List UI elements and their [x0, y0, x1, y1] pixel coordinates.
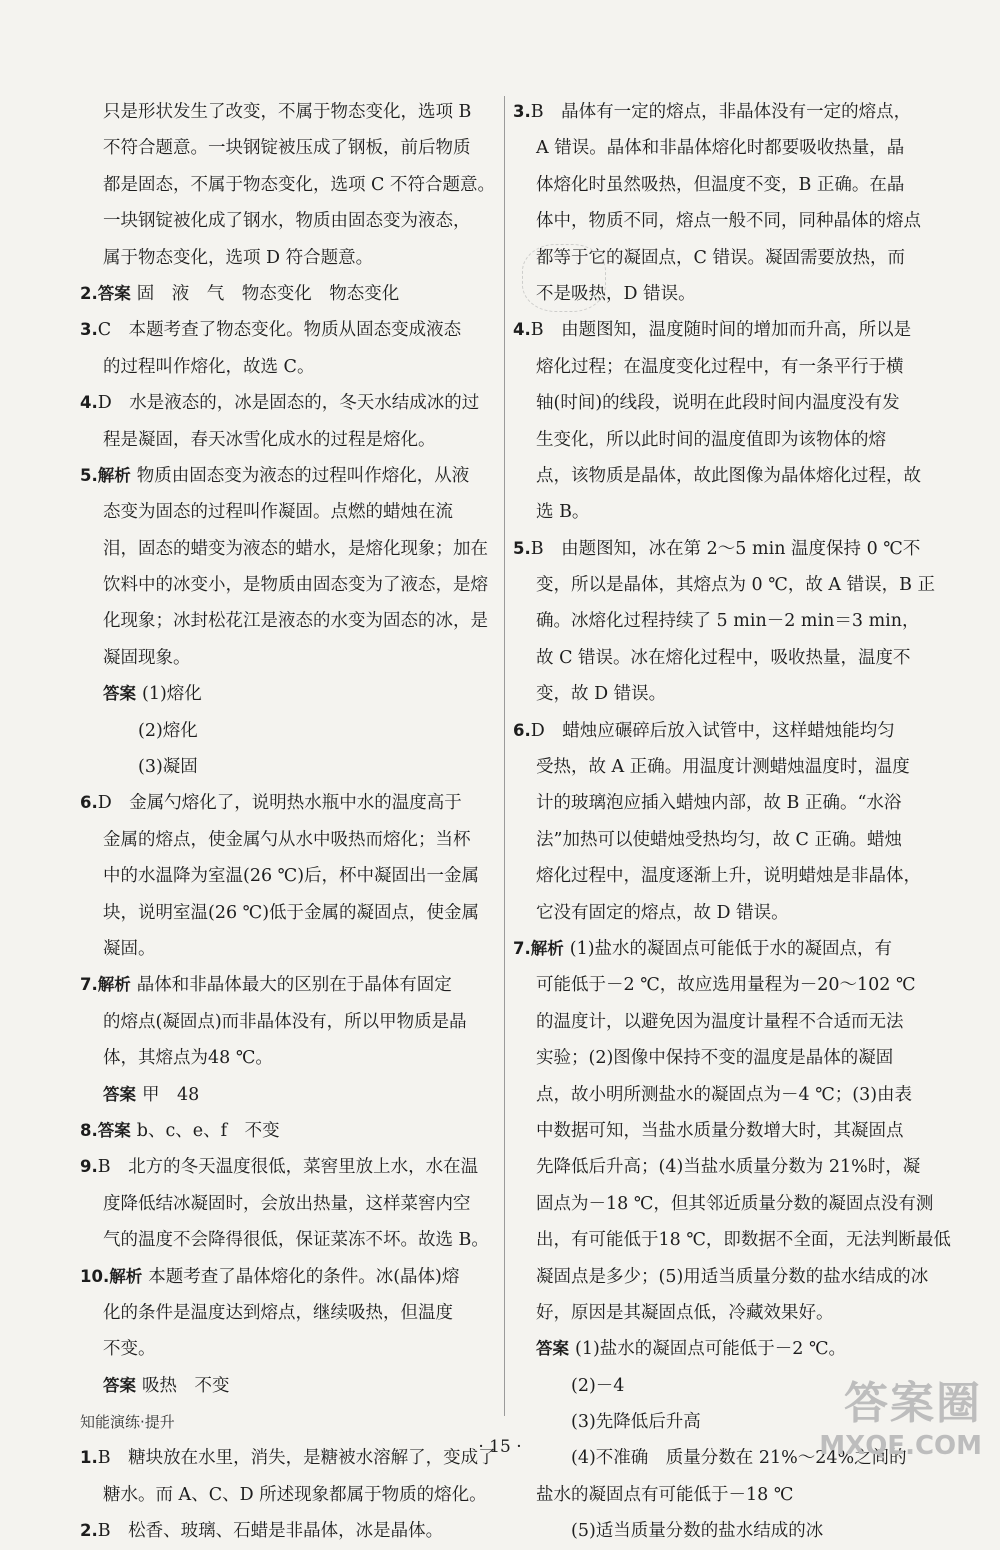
- line-text: B 北方的冬天温度很低，菜窖里放上水，水在温: [97, 1157, 479, 1178]
- text-line: [513, 931, 933, 967]
- answer-label: 答案: [103, 684, 136, 704]
- line-text: 不符合题意。一块钢锭被压成了钢板，前后物质: [103, 138, 471, 159]
- line-text: 本题考查了晶体熔化的条件。冰(晶体)熔: [148, 1266, 460, 1287]
- question-number: 6.: [80, 793, 98, 813]
- text-line: [513, 1259, 933, 1295]
- line-text: 体熔化时虽然吸热，但温度不变，B 正确。在晶: [536, 174, 905, 195]
- line-text: (5)适当质量分数的盐水结成的冰: [571, 1521, 824, 1542]
- question-number: 2.: [80, 1521, 98, 1541]
- text-line: [513, 822, 933, 858]
- line-text: A 错误。晶体和非晶体熔化时都要吸收热量，晶: [536, 138, 905, 159]
- line-text: 度降低结冰凝固时，会放出热量，这样菜窖内空: [103, 1193, 471, 1214]
- text-line: [80, 167, 495, 203]
- text-line: [80, 1149, 495, 1185]
- text-line: [513, 1004, 933, 1040]
- text-line: [80, 567, 495, 603]
- line-text: 固 液 气 物态变化 物态变化: [136, 283, 400, 304]
- text-line: [513, 1295, 933, 1331]
- text-line: [513, 422, 933, 458]
- line-text: (2)－4: [571, 1375, 625, 1396]
- text-line: [513, 494, 933, 530]
- text-line: [513, 895, 933, 931]
- line-text: 确。冰熔化过程持续了 5 min－2 min＝3 min，: [536, 611, 920, 632]
- line-text: 凝固点是多少；(5)用适当质量分数的盐水结成的冰: [536, 1266, 929, 1287]
- line-text: (1)盐水的凝固点可能低于－2 ℃。: [575, 1339, 847, 1360]
- text-line: [80, 895, 495, 931]
- line-text: D 蜡烛应碾碎后放入试管中，这样蜡烛能均匀: [530, 720, 895, 741]
- line-text: B 晶体有一定的熔点，非晶体没有一定的熔点，: [530, 102, 912, 122]
- line-text: 变，故 D 错误。: [536, 684, 667, 705]
- question-number: 4.: [80, 393, 98, 413]
- faint-stamp-mark: [522, 244, 606, 312]
- line-text: 故 C 错误。冰在熔化过程中，吸收热量，温度不: [536, 647, 911, 668]
- answer-label: 解析: [530, 938, 564, 958]
- line-text: 都是固态，不属于物态变化，选项 C 不符合题意。: [103, 174, 496, 195]
- question-number: 3.: [80, 320, 98, 340]
- section-heading: [80, 1404, 495, 1440]
- text-line: [513, 713, 933, 749]
- text-line: [80, 603, 495, 639]
- page-number: · 15 ·: [478, 1437, 522, 1457]
- line-text: B 松香、玻璃、石蜡是非晶体，冰是晶体。: [97, 1521, 444, 1542]
- line-text: (3)先降低后升高: [571, 1412, 701, 1433]
- line-text: 不变。: [103, 1339, 156, 1360]
- line-text: D 水是液态的，冰是固态的，冬天水结成冰的过: [97, 393, 480, 414]
- text-line: [80, 1331, 495, 1367]
- line-text: 可能低于－2 ℃，故应选用量程为－20～102 ℃: [536, 975, 916, 996]
- text-line: [513, 967, 933, 1003]
- section-title: 知能演练·提升: [80, 1413, 175, 1432]
- question-number: 7.: [513, 938, 531, 958]
- text-line: [80, 967, 495, 1003]
- question-number: 6.: [513, 720, 531, 740]
- text-line: [513, 858, 933, 894]
- text-line: [513, 567, 936, 603]
- text-line: [80, 785, 495, 821]
- line-text: 饮料中的冰变小，是物质由固态变为了液态，是熔: [103, 575, 488, 596]
- answer-label: 解析: [97, 465, 131, 485]
- text-line: [80, 858, 495, 894]
- text-line: [80, 1077, 495, 1113]
- text-line: [513, 603, 933, 639]
- text-line: [80, 94, 495, 130]
- right-column: [513, 94, 951, 1550]
- text-line: [80, 1186, 495, 1222]
- text-line: [513, 785, 933, 821]
- question-number: 7.: [80, 975, 98, 995]
- text-line: [80, 458, 495, 494]
- line-text: 化的条件是温度达到熔点，继续吸热，但温度: [103, 1302, 453, 1323]
- line-text: (1)熔化: [142, 684, 202, 705]
- answer-label: 解析: [109, 1266, 143, 1286]
- line-text: b、c、e、f 不变: [136, 1120, 280, 1141]
- answer-label: 答案: [103, 1375, 136, 1395]
- line-text: 态变为固态的过程叫作凝固。点燃的蜡烛在流: [103, 502, 453, 523]
- text-line: [80, 385, 495, 421]
- line-text: 体，其熔点为48 ℃。: [103, 1048, 273, 1069]
- text-line: [80, 1004, 495, 1040]
- text-line: [513, 385, 933, 421]
- answer-label: 答案: [103, 1084, 136, 1104]
- left-column: [80, 94, 495, 1550]
- text-line: [80, 749, 495, 785]
- line-text: 先降低后升高；(4)当盐水质量分数为 21%时，凝: [536, 1157, 921, 1178]
- line-text: (1)盐水的凝固点可能低于水的凝固点，有: [569, 938, 893, 959]
- text-line: [513, 1040, 933, 1076]
- line-text: 程是凝固，春天冰雪化成水的过程是熔化。: [103, 429, 436, 450]
- line-text: 生变化，所以此时间的温度值即为该物体的熔: [536, 429, 886, 450]
- text-line: [513, 1113, 933, 1149]
- text-line: [80, 713, 495, 749]
- line-text: 实验；(2)图像中保持不变的温度是晶体的凝固: [536, 1048, 894, 1069]
- line-text: (4)不准确 质量分数在 21%～24%之间的: [571, 1448, 907, 1469]
- question-number: 2.: [80, 283, 98, 303]
- text-line: [80, 1040, 495, 1076]
- line-text: B 糖块放在水里，消失，是糖被水溶解了，变成了: [97, 1448, 496, 1469]
- question-number: 8.: [80, 1120, 98, 1140]
- answer-label: 答案: [97, 283, 131, 303]
- line-text: 盐水的凝固点有可能低于－18 ℃: [536, 1484, 794, 1505]
- text-line: [513, 749, 933, 785]
- text-line: [513, 203, 933, 239]
- line-text: 的过程叫作熔化，故选 C。: [103, 356, 315, 377]
- text-line: [80, 422, 495, 458]
- text-line: [513, 349, 933, 385]
- text-line: [513, 312, 933, 348]
- answer-label: 解析: [97, 975, 131, 995]
- watermark-logo: 答案圈: [844, 1378, 982, 1429]
- line-text: 凝固。: [103, 938, 156, 959]
- text-line: [80, 349, 495, 385]
- line-text: 属于物态变化，选项 D 符合题意。: [103, 247, 374, 268]
- text-line: [513, 1149, 933, 1185]
- line-text: (2)熔化: [138, 720, 198, 741]
- line-text: D 金属勺熔化了，说明热水瓶中水的温度高于: [97, 793, 462, 814]
- text-line: [80, 276, 495, 312]
- line-text: 好，原因是其凝固点低，冷藏效果好。: [536, 1302, 834, 1323]
- question-number: 9.: [80, 1157, 98, 1177]
- line-text: (3)凝固: [138, 757, 198, 778]
- line-text: 熔化过程中，温度逐渐上升，说明蜡烛是非晶体，: [536, 866, 921, 887]
- text-line: [80, 240, 495, 276]
- question-number: 5.: [80, 465, 98, 485]
- line-text: 出，有可能低于18 ℃，即数据不全面，无法判断最低: [536, 1230, 951, 1251]
- line-text: B 由题图知，冰在第 2～5 min 温度保持 0 ℃不: [530, 538, 921, 559]
- line-text: 块，说明室温(26 ℃)低于金属的凝固点，使金属: [103, 902, 480, 923]
- text-line: [513, 94, 933, 130]
- text-line: [80, 494, 495, 530]
- text-line: [513, 1186, 933, 1222]
- line-text: 计的玻璃泡应插入蜡烛内部，故 B 正确。“水浴: [536, 793, 902, 814]
- line-text: 物质由固态变为液态的过程叫作熔化，从液: [136, 465, 470, 486]
- text-line: [80, 931, 495, 967]
- line-text: 轴(时间)的线段，说明在此段时间内温度没有发: [536, 393, 900, 414]
- text-line: [513, 640, 933, 676]
- line-text: 变，所以是晶体，其熔点为 0 ℃，故 A 错误，B 正: [536, 575, 936, 596]
- line-text: 受热，故 A 正确。用温度计测蜡烛温度时，温度: [536, 757, 910, 778]
- text-line: [80, 1259, 495, 1295]
- answer-label: 答案: [97, 1120, 131, 1140]
- line-text: 泪，固态的蜡变为液态的蜡水，是熔化现象；加在: [103, 538, 488, 559]
- text-line: [513, 1077, 933, 1113]
- watermark: [819, 1367, 982, 1461]
- column-divider: [504, 96, 505, 1416]
- text-line: [80, 1368, 495, 1404]
- line-text: 吸热 不变: [142, 1375, 230, 1396]
- line-text: 法”加热可以使蜡烛受热均匀，故 C 正确。蜡烛: [536, 829, 902, 850]
- text-line: [80, 640, 495, 676]
- line-text: 金属的熔点，使金属勺从水中吸热而熔化；当杯: [103, 829, 471, 850]
- line-text: 体中，物质不同，熔点一般不同，同种晶体的熔点: [536, 211, 921, 232]
- line-text: 甲 48: [142, 1084, 200, 1105]
- line-text: 糖水。而 A、C、D 所述现象都属于物质的熔化。: [103, 1484, 487, 1505]
- text-line: [513, 1222, 951, 1258]
- text-line: [80, 531, 495, 567]
- line-text: 一块钢锭被化成了钢水，物质由固态变为液态，: [103, 211, 471, 232]
- text-line: [513, 167, 933, 203]
- text-line: [513, 130, 933, 166]
- text-line: [80, 130, 495, 166]
- line-text: 中数据可知，当盐水质量分数增大时，其凝固点: [536, 1120, 904, 1141]
- text-line: [513, 1513, 933, 1549]
- line-text: 选 B。: [536, 502, 590, 523]
- line-text: 点，该物质是晶体，故此图像为晶体熔化过程，故: [536, 465, 921, 486]
- line-text: 不是吸热，D 错误。: [536, 283, 696, 304]
- question-number: 1.: [80, 1448, 98, 1468]
- text-line: [513, 1477, 933, 1513]
- line-text: 晶体和非晶体最大的区别在于晶体有固定: [136, 975, 452, 996]
- text-line: [513, 1331, 933, 1367]
- text-line: [513, 531, 933, 567]
- text-line: [80, 203, 495, 239]
- text-line: [513, 458, 933, 494]
- text-line: [80, 1113, 495, 1149]
- line-text: 凝固现象。: [103, 647, 191, 668]
- line-text: 它没有固定的熔点，故 D 错误。: [536, 902, 789, 923]
- line-text: 固点为－18 ℃，但其邻近质量分数的凝固点没有测: [536, 1193, 934, 1214]
- line-text: 气的温度不会降得很低，保证菜冻不坏。故选 B。: [103, 1230, 489, 1251]
- question-number: 4.: [513, 320, 531, 340]
- question-number: 10.: [80, 1266, 110, 1286]
- text-line: [80, 1222, 495, 1258]
- text-line: [513, 676, 933, 712]
- line-text: 的温度计，以避免因为温度计量程不合适而无法: [536, 1011, 904, 1032]
- text-line: [80, 312, 495, 348]
- question-number: 3.: [513, 102, 531, 121]
- question-number: 5.: [513, 538, 531, 558]
- watermark-url: MXQE.COM: [819, 1431, 982, 1461]
- text-line: [80, 1295, 495, 1331]
- line-text: 熔化过程；在温度变化过程中，有一条平行于横: [536, 356, 904, 377]
- line-text: 化现象；冰封松花江是液态的水变为固态的冰，是: [103, 611, 488, 632]
- text-line: [80, 822, 495, 858]
- line-text: 中的水温降为室温(26 ℃)后，杯中凝固出一金属: [103, 866, 480, 887]
- text-line: [80, 676, 495, 712]
- line-text: 只是形状发生了改变，不属于物态变化，选项 B: [103, 102, 472, 122]
- line-text: 都等于它的凝固点，C 错误。凝固需要放热，而: [536, 247, 905, 268]
- line-text: 的熔点(凝固点)而非晶体没有，所以甲物质是晶: [103, 1011, 467, 1032]
- line-text: B 由题图知，温度随时间的增加而升高，所以是: [530, 320, 912, 341]
- text-line: [80, 1477, 495, 1513]
- answer-label: 答案: [536, 1339, 569, 1359]
- text-line: [80, 1513, 495, 1549]
- line-text: C 本题考查了物态变化。物质从固态变成液态: [97, 320, 462, 341]
- line-text: 点，故小明所测盐水的凝固点为－4 ℃；(3)由表: [536, 1084, 913, 1105]
